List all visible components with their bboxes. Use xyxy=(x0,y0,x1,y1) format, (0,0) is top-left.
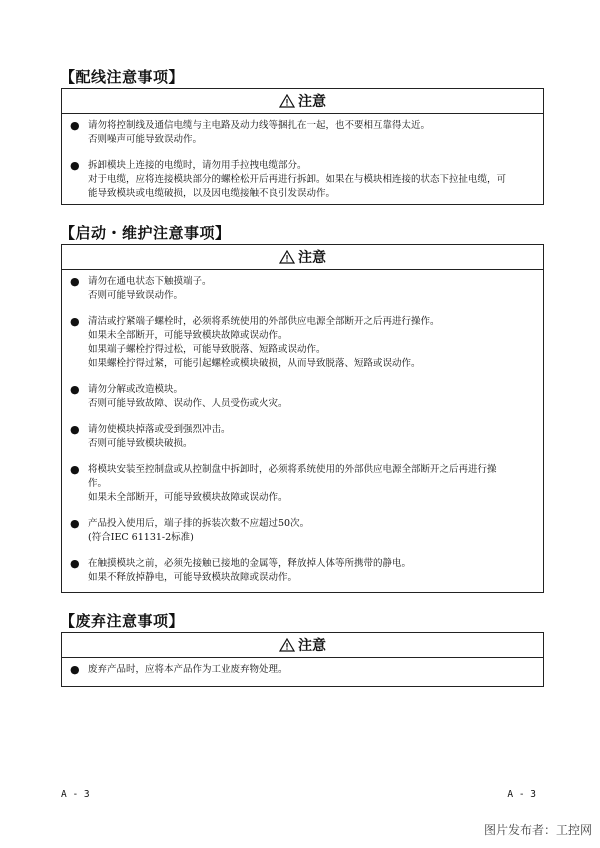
item-line: 请勿在通电状态下触摸端子。 xyxy=(88,276,212,287)
page-number-left: A - 3 xyxy=(61,789,90,800)
warning-triangle-icon xyxy=(279,638,295,652)
list-item xyxy=(68,315,537,371)
caution-body xyxy=(62,114,543,207)
item-line: (符合IEC 61131-2标准) xyxy=(88,532,194,543)
bullet-icon: ● xyxy=(70,517,80,530)
list-item xyxy=(68,383,537,411)
item-line: 拆卸模块上连接的电缆时，请勿用手拉拽电缆部分。 xyxy=(88,160,307,171)
caution-body xyxy=(62,270,543,591)
caution-header xyxy=(62,633,543,658)
bullet-icon: ● xyxy=(70,663,80,676)
section-title-disposal: 【废弃注意事项】 xyxy=(60,612,185,630)
item-line: 清洁或拧紧端子螺栓时，必须将系统使用的外部供应电源全部断开之后再进行操作。 xyxy=(88,316,440,327)
bullet-icon: ● xyxy=(70,423,80,436)
item-line: 如果未全部断开，可能导致模块故障或误动作。 xyxy=(88,492,288,503)
item-line: 在触摸模块之前，必须先接触已接地的金属等，释放掉人体等所携带的静电。 xyxy=(88,558,412,569)
caution-box-startup-maintenance xyxy=(61,244,544,593)
caution-label: 注意 xyxy=(298,638,326,654)
caution-body xyxy=(62,658,543,683)
bullet-icon: ● xyxy=(70,383,80,396)
list-item xyxy=(68,159,537,201)
caution-label: 注意 xyxy=(298,250,326,266)
bullet-icon: ● xyxy=(70,315,80,328)
item-line: 否则可能导致模块破损。 xyxy=(88,438,193,449)
watermark: 图片发布者：工控网 xyxy=(483,823,592,837)
list-item xyxy=(68,463,537,505)
bullet-icon: ● xyxy=(70,557,80,570)
warning-triangle-icon xyxy=(279,250,295,264)
bullet-icon: ● xyxy=(70,119,80,132)
caution-header xyxy=(62,89,543,114)
item-line: 否则可能导致误动作。 xyxy=(88,290,184,301)
list-item xyxy=(68,517,537,545)
item-line: 对于电缆，应将连接模块部分的螺栓松开后再进行拆卸。如果在与模块相连接的状态下拉扯电缆，可 xyxy=(88,174,507,185)
list-item xyxy=(68,423,537,451)
bullet-icon: ● xyxy=(70,159,80,172)
item-line: 将模块安装至控制盘或从控制盘中拆卸时，必须将系统使用的外部供应电源全部断开之后再进行操 xyxy=(88,464,497,475)
warning-triangle-icon xyxy=(279,94,295,108)
item-line: 如果端子螺栓拧得过松，可能导致脱落、短路或误动作。 xyxy=(88,344,326,355)
bullet-icon: ● xyxy=(70,463,80,476)
caution-header xyxy=(62,245,543,270)
bullet-icon: ● xyxy=(70,275,80,288)
item-line: 废弃产品时，应将本产品作为工业废弃物处理。 xyxy=(88,664,288,675)
item-line: 请勿使模块掉落或受到强烈冲击。 xyxy=(88,424,231,435)
item-line: 如果螺栓拧得过紧，可能引起螺栓或模块破损，从而导致脱落、短路或误动作。 xyxy=(88,358,421,369)
item-line: 否则噪声可能导致误动作。 xyxy=(88,134,203,145)
item-line: 产品投入使用后，端子排的拆装次数不应超过50次。 xyxy=(88,518,310,529)
list-item xyxy=(68,275,537,303)
list-item xyxy=(68,557,537,585)
list-item xyxy=(68,663,537,677)
item-line: 作。 xyxy=(88,478,108,489)
caution-label: 注意 xyxy=(298,94,326,110)
page-number-right: A - 3 xyxy=(507,789,536,800)
item-line: 如果未全部断开，可能导致模块故障或误动作。 xyxy=(88,330,288,341)
item-line: 请勿分解或改造模块。 xyxy=(88,384,184,395)
caution-box-wiring xyxy=(61,88,544,205)
item-line: 否则可能导致故障、误动作、人员受伤或火灾。 xyxy=(88,398,288,409)
section-title-wiring: 【配线注意事项】 xyxy=(60,68,185,86)
list-item xyxy=(68,119,537,147)
item-line: 请勿将控制线及通信电缆与主电路及动力线等捆扎在一起，也不要相互靠得太近。 xyxy=(88,120,431,131)
item-line: 如果不释放掉静电，可能导致模块故障或误动作。 xyxy=(88,572,298,583)
caution-box-disposal xyxy=(61,632,544,687)
section-title-startup-maintenance: 【启动・维护注意事项】 xyxy=(60,224,231,242)
item-line: 能导致模块或电缆破损，以及因电缆接触不良引发误动作。 xyxy=(88,188,336,199)
